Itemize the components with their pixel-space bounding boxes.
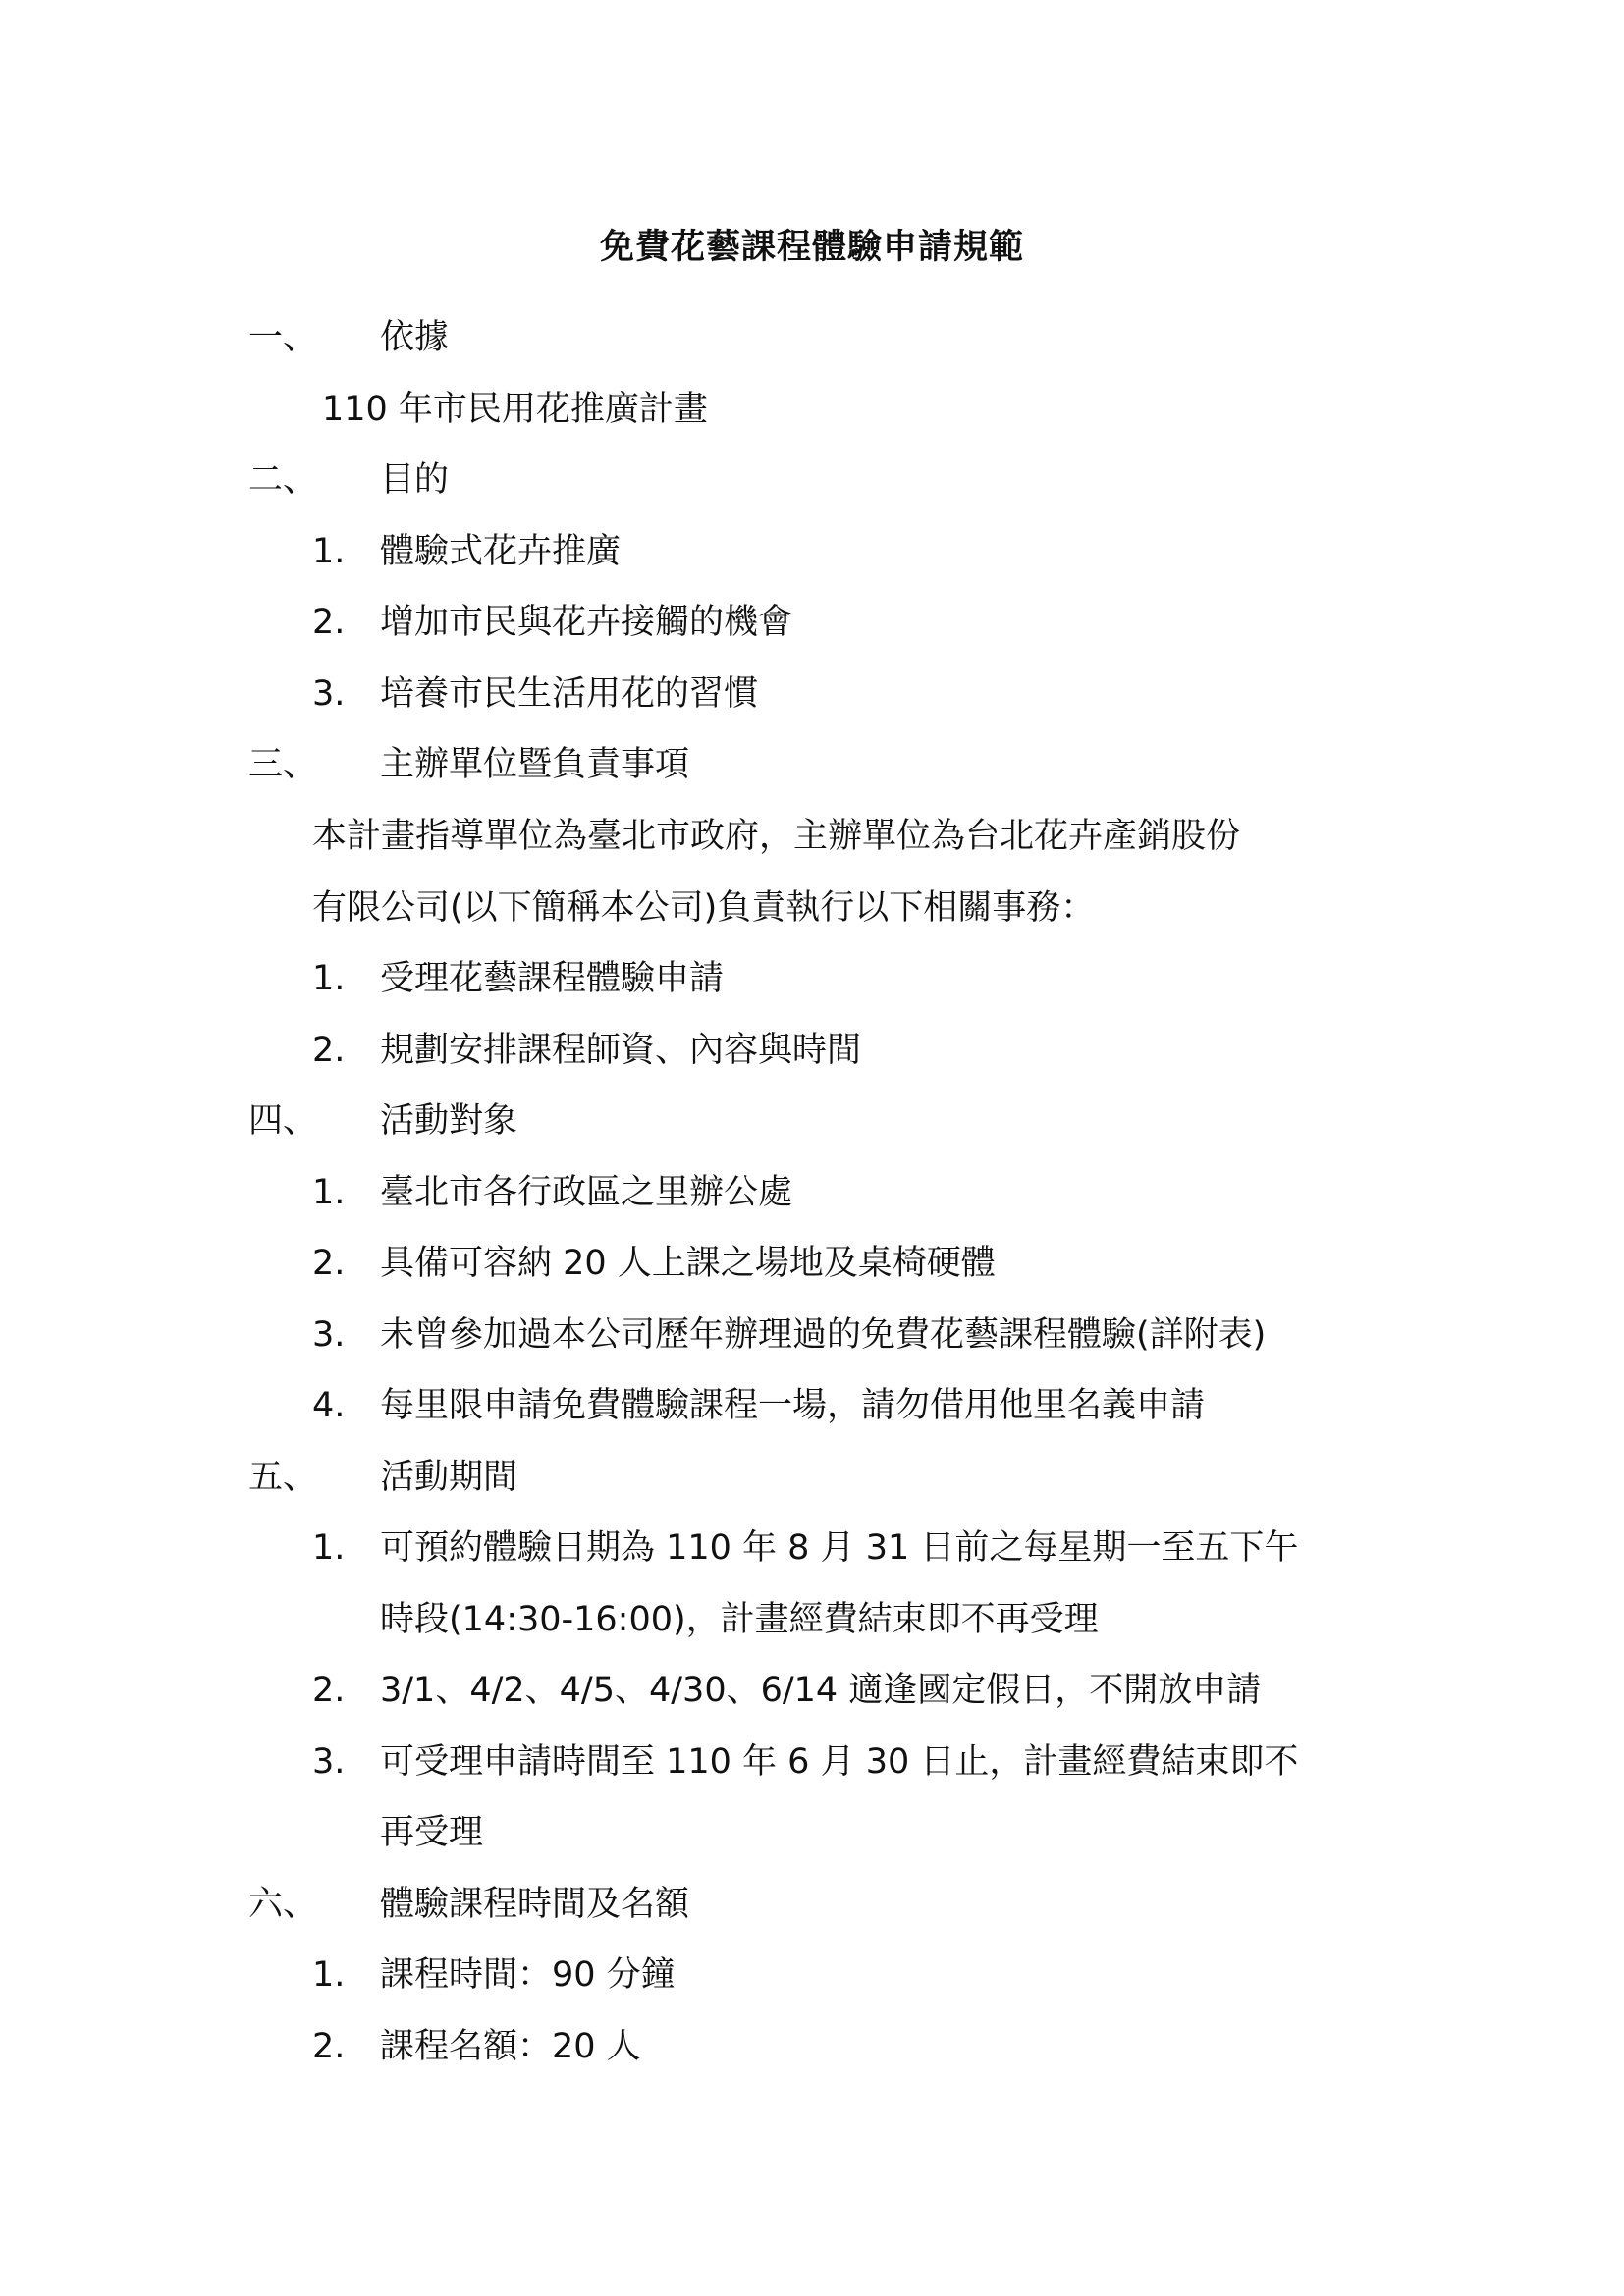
list-text: 時段(14:30-16:00)，計畫經費結束即不再受理 [380, 1600, 1099, 1639]
section-number: 四、 [248, 1101, 318, 1141]
list-number: 3. [312, 1315, 346, 1355]
list-text: 規劃安排課程師資、內容與時間 [380, 1031, 862, 1070]
section-number: 一、 [248, 318, 318, 357]
list-number: 2. [312, 2027, 346, 2066]
list-text: 課程名額：20 人 [380, 2027, 641, 2066]
list-text: 課程時間：90 分鐘 [380, 1955, 676, 1995]
list-number: 1. [312, 1528, 346, 1568]
list-number: 1. [312, 532, 346, 571]
list-number: 2. [312, 1671, 346, 1710]
list-text: 具備可容納 20 人上課之場地及桌椅硬體 [380, 1244, 996, 1283]
section-number: 三、 [248, 745, 318, 784]
list-text: 培養市民生活用花的習慣 [380, 674, 759, 714]
section-label: 主辦單位暨負責事項 [380, 745, 690, 784]
list-number: 2. [312, 1244, 346, 1283]
section-number: 六、 [248, 1885, 318, 1924]
list-text: 受理花藝課程體驗申請 [380, 959, 725, 998]
list-text: 未曾參加過本公司歷年辦理過的免費花藝課程體驗(詳附表) [380, 1315, 1267, 1355]
list-text: 增加市民與花卉接觸的機會 [380, 603, 793, 642]
document-title: 免費花藝課程體驗申請規範 [599, 228, 1024, 267]
list-number: 1. [312, 1955, 346, 1995]
list-text: 再受理 [380, 1813, 484, 1852]
list-number: 2. [312, 603, 346, 642]
list-text: 每里限申請免費體驗課程一場，請勿借用他里名義申請 [380, 1386, 1206, 1425]
section-number: 五、 [248, 1458, 318, 1497]
list-text: 臺北市各行政區之里辦公處 [380, 1173, 793, 1212]
list-text: 3/1、4/2、4/5、4/30、6/14 適逢國定假日，不開放申請 [380, 1671, 1262, 1710]
list-number: 3. [312, 674, 346, 714]
section-label: 活動期間 [380, 1458, 518, 1497]
paragraph-text: 本計畫指導單位為臺北市政府，主辦單位為台北花卉產銷股份 [312, 817, 1241, 856]
section-label: 目的 [380, 460, 450, 500]
list-number: 2. [312, 1031, 346, 1070]
list-number: 4. [312, 1386, 346, 1425]
list-text: 體驗式花卉推廣 [380, 532, 622, 571]
list-number: 1. [312, 959, 346, 998]
basis-text: 110 年市民用花推廣計畫 [322, 390, 708, 429]
section-number: 二、 [248, 460, 318, 500]
section-label: 依據 [380, 318, 450, 357]
list-text: 可預約體驗日期為 110 年 8 月 31 日前之每星期一至五下午 [380, 1528, 1299, 1568]
paragraph-text: 有限公司(以下簡稱本公司)負責執行以下相關事務： [312, 888, 1096, 928]
list-number: 3. [312, 1742, 346, 1782]
section-label: 體驗課程時間及名額 [380, 1885, 690, 1924]
list-text: 可受理申請時間至 110 年 6 月 30 日止，計畫經費結束即不 [380, 1742, 1299, 1782]
section-label: 活動對象 [380, 1101, 518, 1141]
list-number: 1. [312, 1173, 346, 1212]
